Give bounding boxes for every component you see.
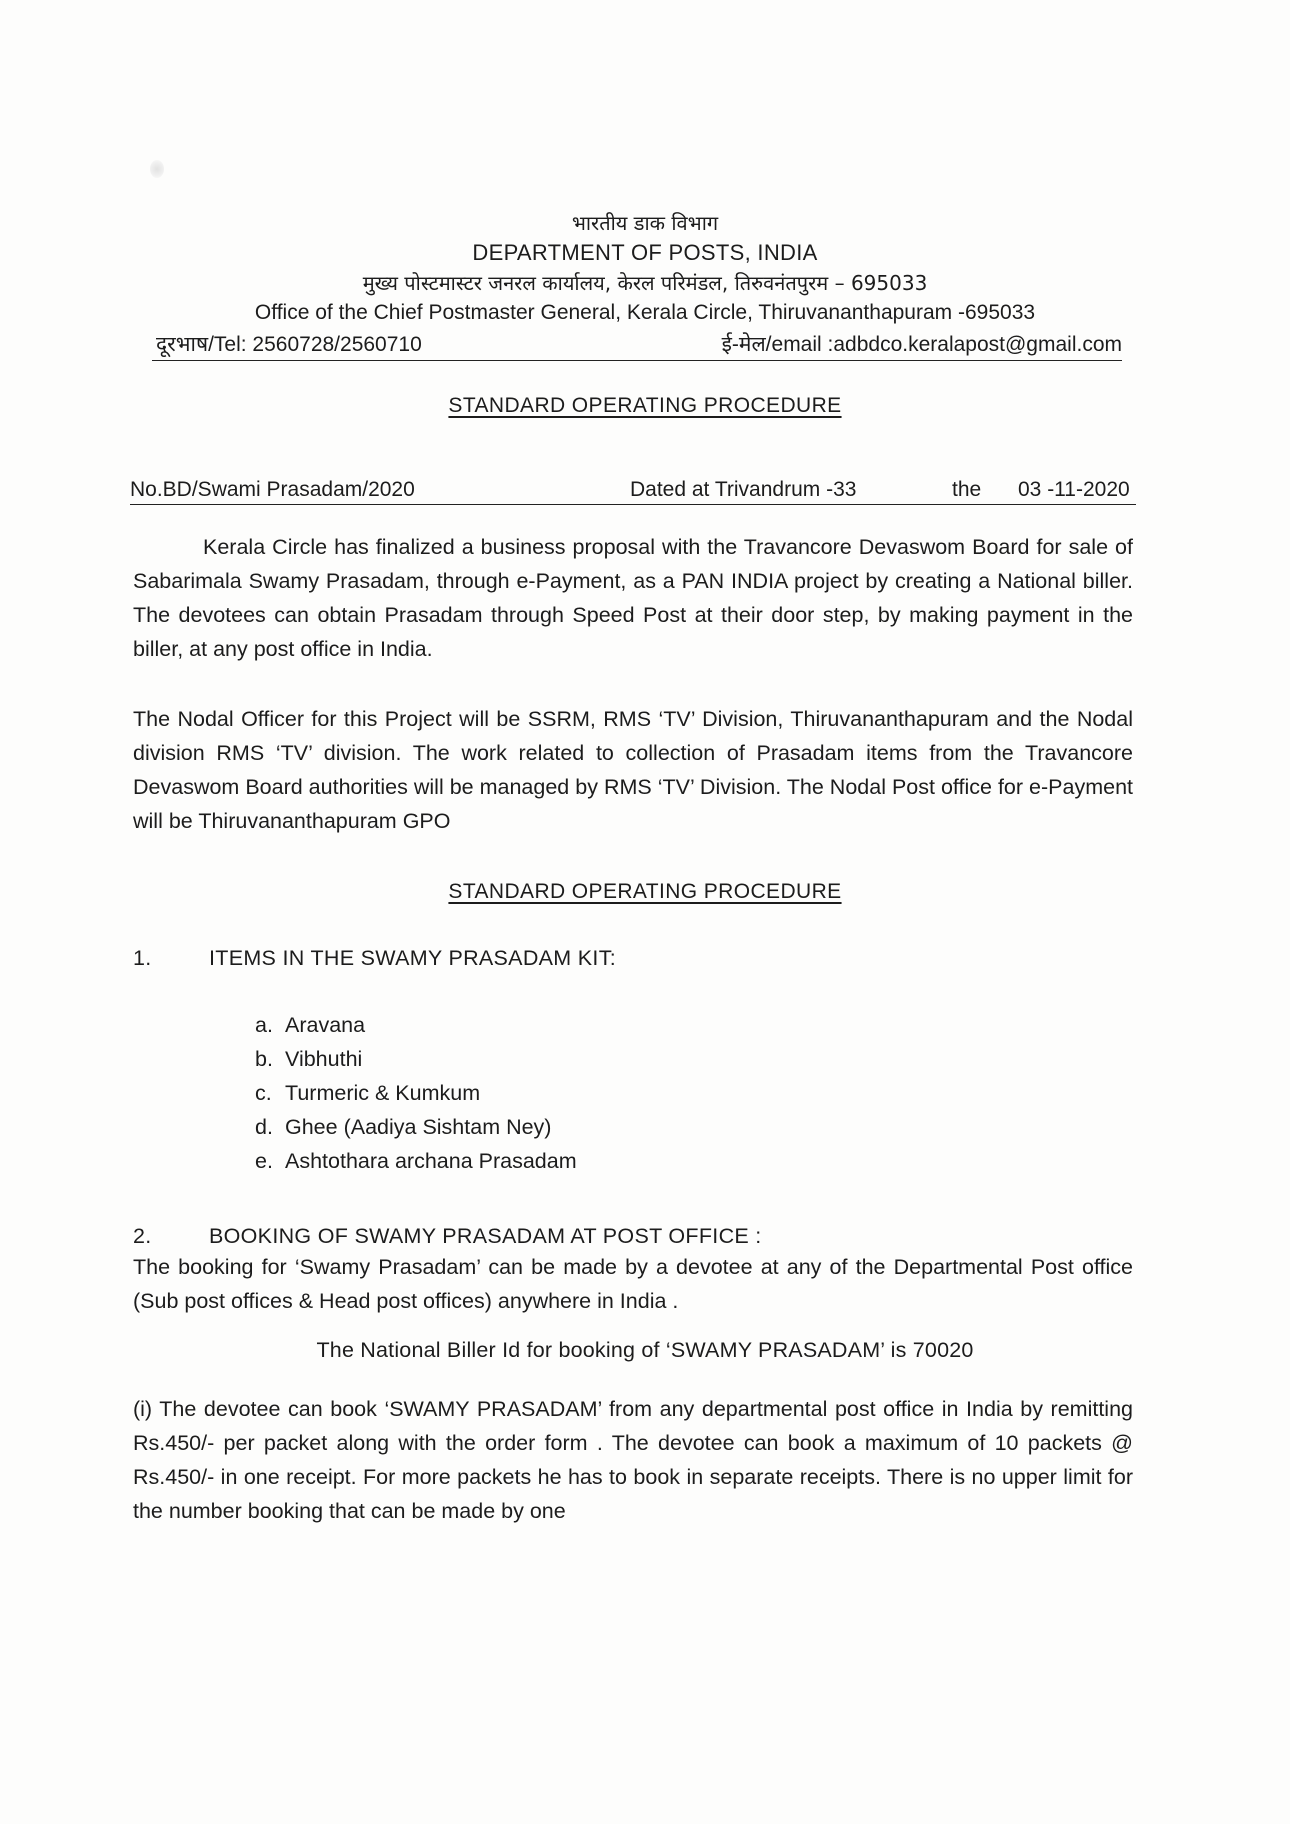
document-title: STANDARD OPERATING PROCEDURE [448, 394, 842, 417]
list-item: d. Ghee (Aadiya Sishtam Ney) [255, 1115, 552, 1139]
telephone-numbers: दूरभाष/Tel: 2560728/2560710 [156, 333, 422, 356]
reference-number: No.BD/Swami Prasadam/2020 [130, 478, 415, 501]
list-item: b. Vibhuthi [255, 1047, 363, 1071]
list-item: a. Aravana [255, 1013, 366, 1037]
hindi-office-address: मुख्य पोस्टमास्टर जनरल कार्यालय, केरल परिमंडल, तिरुवनंतपुरम – 695033 [362, 271, 928, 295]
reference-line [130, 474, 1136, 505]
booking-point-i: (i) The devotee can book ‘SWAMY PRASADAM’ from any departmental post office in India by remitting Rs.450/- per packet along with the order form . The devotee can book a maximum of 10 packets @ Rs.450/- in one receipt. For more packets he has to book in separate receipts. There is no upper limit for the number booking that can be made by one [133, 1397, 1133, 1523]
dated-at: Dated at Trivandrum -33 [630, 478, 857, 501]
booking-paragraph: The booking for ‘Swamy Prasadam’ can be made by a devotee at any of the Departmental Post office (Sub post offices & Head post offices) anywhere in India . [133, 1255, 1133, 1313]
nodal-officer-paragraph: The Nodal Officer for this Project will be SSRM, RMS ‘TV’ Division, Thiruvananthapuram and the Nodal division RMS ‘TV’ division. The work related to collection of Prasadam items from the Travancore Devaswom Board authorities will be managed by RMS ‘TV’ Division. The Nodal Post office for e-Payment will be Thiruvananthapuram GPO [133, 707, 1133, 833]
section-1-heading: 1. ITEMS IN THE SWAMY PRASADAM KIT: [133, 946, 617, 970]
list-item: e. Ashtothara archana Prasadam [255, 1149, 577, 1173]
email-address: ई-मेल/email :adbdco.keralapost@gmail.com [721, 333, 1122, 356]
hindi-department-name: भारतीय डाक विभाग [571, 211, 719, 235]
document-date: 03 -11-2020 [1018, 478, 1130, 501]
list-item: c. Turmeric & Kumkum [255, 1081, 481, 1105]
kit-items-list [255, 1008, 577, 1178]
contact-line [152, 330, 1122, 361]
scan-smudge [150, 160, 164, 178]
office-address: Office of the Chief Postmaster General, Kerala Circle, Thiruvananthapuram -695033 [254, 301, 1036, 324]
section-title: STANDARD OPERATING PROCEDURE [448, 880, 842, 903]
the-label: the [952, 478, 982, 501]
intro-paragraph: Kerala Circle has finalized a business proposal with the Travancore Devaswom Board for sale of Sabarimala Swamy Prasadam, through e-Payment, as a PAN INDIA project by creating a National biller. The devotees can obtain Prasadam through Speed Post at their door step, by making payment in the biller, at any post office in India. [133, 535, 1133, 661]
department-name: DEPARTMENT OF POSTS, INDIA [472, 240, 818, 265]
letterhead [0, 208, 1290, 328]
national-biller-id: The National Biller Id for booking of ‘SWAMY PRASADAM’ is 70020 [316, 1338, 974, 1362]
section-2-heading: 2. BOOKING OF SWAMY PRASADAM AT POST OFFICE : [133, 1224, 762, 1248]
